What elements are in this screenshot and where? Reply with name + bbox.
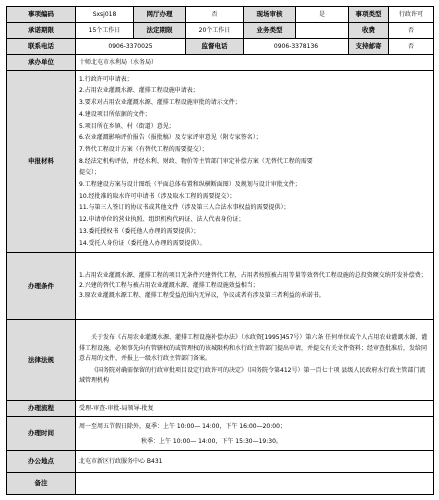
row-item-info [7,7,434,23]
material-item: 提交）； [79,169,101,177]
condition-item: 3.原农业灌溉水源工程、灌排工程受益范围内无异议，争议或者有涉及第三者利益的承诺书。 [79,292,325,300]
promise-period-label: 承诺期限 [7,23,76,39]
row-deadlines [7,23,434,39]
contact-phone-label: 联系电话 [7,39,76,55]
material-item: 9.工程建设方案与设计图纸（平面总体布置和纵横断面图）及规划与设计审批文件； [79,181,301,189]
supervision-phone-label: 监督电话 [186,39,244,55]
online-hall-value: 否 [186,7,244,23]
conditions-label: 办理条件 [7,253,76,320]
remarks-value [76,473,434,495]
process-value: 受理-审查-审批-局领导-批复 [76,401,434,417]
legal-basis-text [76,320,434,401]
contact-phone-value: 0906-3370025 [76,39,186,55]
material-item: 10.经批准的取水许可申请书（涉及取水工程的需要提交）； [79,192,236,200]
hours-line-summer: 周一至周五节假日除外，夏季：上午 10:00— 14:00，下午 16:00—20:00； [79,422,286,430]
row-process [7,401,434,417]
row-department [7,55,434,71]
hours-label: 办理时间 [7,417,76,451]
material-item: 3.要求对占用农业灌溉水源、灌排工程设施审批的请示文件； [79,99,241,107]
item-type-value: 行政许可 [389,7,434,23]
material-item: 7.替代工程设计方案（有替代工程的需要提交）； [79,145,208,153]
item-code-value: Sxsj018 [76,7,134,23]
condition-item: 2.兴建的替代工程与被占用农业灌溉水源、灌排工程设施效益相当； [79,281,259,289]
conditions-list [76,253,434,320]
service-guide-table [6,6,434,495]
row-materials [7,71,434,253]
row-remarks [7,473,434,495]
online-hall-label: 网厅办理 [134,7,186,23]
item-type-label: 事项类型 [349,7,389,23]
material-item: 1.行政许可申请表； [79,75,133,83]
location-value: 北屯市新区行政服务中心 B431 [76,451,434,473]
onsite-review-label: 现场审核 [244,7,296,23]
material-item: 12.申请单位的营业执照、组织机构代码证、法人代表身份证； [79,216,245,224]
row-legal-basis [7,320,434,401]
row-contacts [7,39,434,55]
location-label: 办公地点 [7,451,76,473]
material-item: 8.经法定机构评估，并经水利、财政、物价等主管部门审定补偿方案（无替代工程的需要 [79,157,313,165]
material-item: 14.受托人身份证（委托他人办理的需要提供）。 [79,239,206,247]
fee-value: 否 [389,23,434,39]
condition-item: 1.占用农业灌溉水源、灌排工程的项目无条件兴建替代工程，占用者按照被占用等量等效替代工程设施的总投资额交纳开发补偿费； [79,271,427,279]
business-type-label: 业务类型 [244,23,296,39]
material-item: 6.农业灌溉影响评价报告（报批稿）及专家评审意见（附专家签名）； [79,134,262,142]
remarks-label: 备注 [7,473,76,495]
material-item: 11.与第三人签订的协议书或其他文件（涉及第三人合法水事权益的需要提供）； [79,204,290,212]
legal-period-value: 20个工作日 [186,23,244,39]
material-item: 13.委托授权书（委托他人办理的需要提供）； [79,227,200,235]
row-hours [7,417,434,451]
materials-label: 申报材料 [7,71,76,253]
supervision-phone-value: 0906-3378136 [244,39,349,55]
process-label: 办理流程 [7,401,76,417]
mail-support-value: 否 [389,39,434,55]
legal-basis-paragraph: 关于发布《占用农业灌溉水源、灌排工程设施补偿办法》（水政资[1995]457号）第六条 任何单位或个人占用农业灌溉水源、灌排工程设施，必须事先向有管辖权的或管理权的该城限构和水行政主管部门提出申请，并提交有关文件资料；经审查批准后，发给同意占用的文件，并报上一级水行政主管部门备案。 [79,334,428,362]
item-code-label: 事项编码 [7,7,76,23]
material-item: 2.占用农业灌溉水源、灌排工程设施申请表； [79,87,199,95]
hours-value [76,417,434,451]
service-guide-sheet [6,6,433,495]
onsite-review-value: 是 [296,7,349,23]
material-item: 4.建设项目所依据的文件； [79,110,151,118]
mail-support-label: 支持邮寄 [349,39,389,55]
legal-basis-label: 法律法规 [7,320,76,401]
material-item: 5.项目所在乡镇、村（街道）意见； [79,122,175,130]
promise-period-value: 15个工作日 [76,23,134,39]
fee-label: 收费 [349,23,389,39]
materials-list [76,71,434,253]
business-type-value [296,23,349,39]
row-location [7,451,434,473]
legal-basis-paragraph: 《国务院对确需保留的行政审批项目设定行政许可的决定》（国务院令第412号）第一百七十项 县级人民政府水行政主管部门流域管理机构 [79,367,426,385]
row-conditions [7,253,434,320]
department-value: 十师北屯市水利局（水务局） [76,55,434,71]
hours-line-autumn: 秋季：上午 10:00— 14:00，下午 15:30—19:30。 [141,437,282,445]
legal-period-label: 法定期限 [134,23,186,39]
department-label: 承办单位 [7,55,76,71]
